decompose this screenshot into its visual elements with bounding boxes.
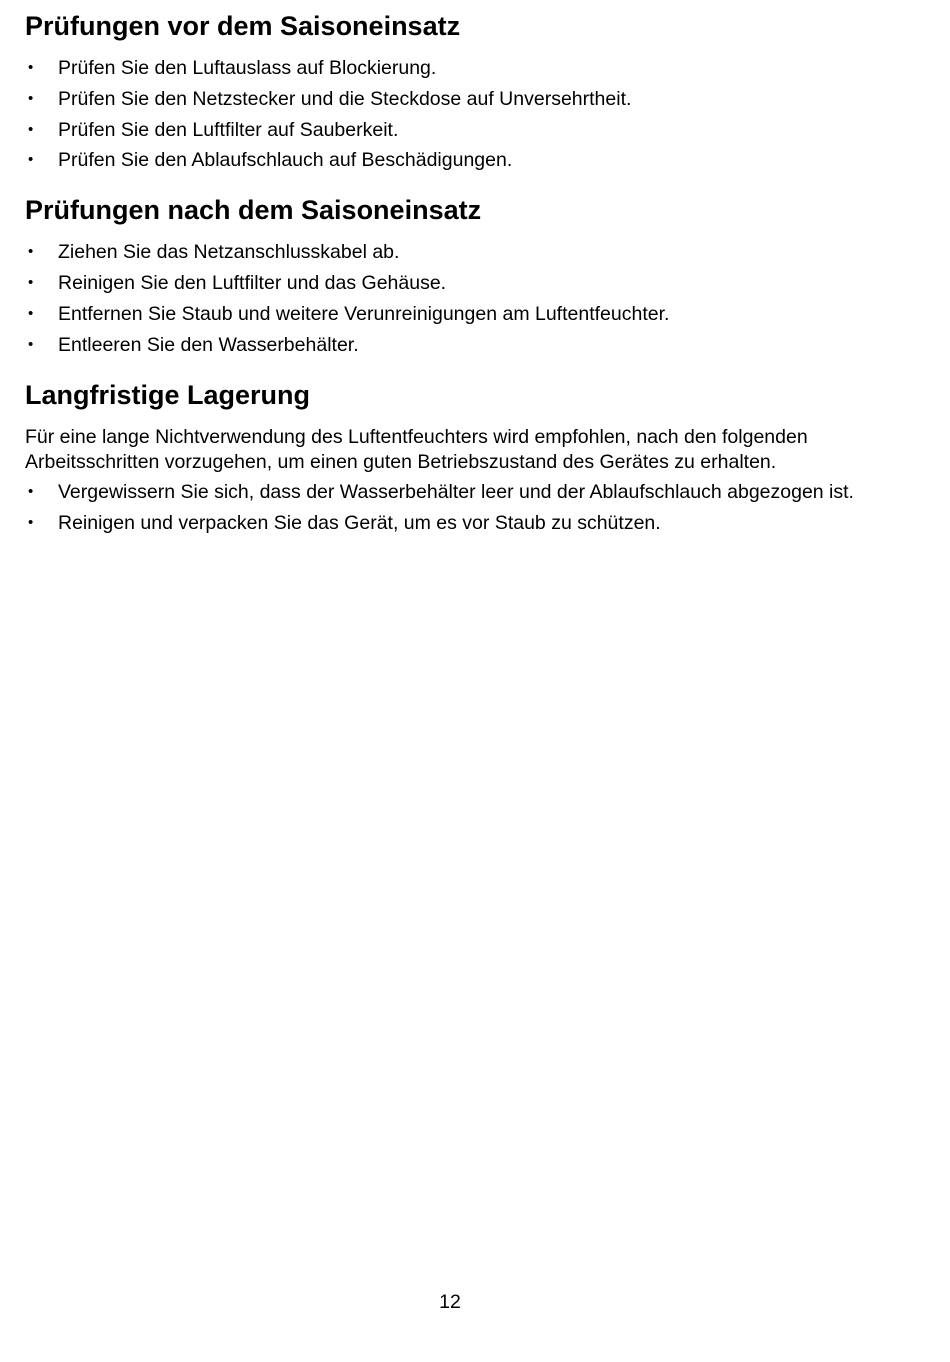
- section-heading: Prüfungen nach dem Saisoneinsatz: [25, 195, 482, 226]
- section-post-season-checks: [25, 192, 905, 356]
- bullet-icon: •: [28, 304, 34, 322]
- list-item: [25, 148, 905, 172]
- list-item: [25, 56, 905, 80]
- bullet-icon: •: [28, 274, 34, 292]
- list-item: [25, 480, 905, 504]
- page-content: [25, 8, 905, 541]
- list-item: [25, 511, 905, 535]
- list-item-text: Ziehen Sie das Netzanschlusskabel ab.: [58, 241, 400, 264]
- list-item: [25, 118, 905, 142]
- list-item-text: Entfernen Sie Staub und weitere Verunreinigungen am Luftentfeuchter.: [58, 302, 670, 325]
- list-item-text: Vergewissern Sie sich, dass der Wasserbehälter leer und der Ablaufschlauch abgezogen ist.: [58, 480, 854, 503]
- bullet-list: [25, 240, 905, 356]
- bullet-icon: •: [28, 151, 34, 169]
- list-item: [25, 333, 905, 357]
- list-item-text: Reinigen Sie den Luftfilter und das Gehäuse.: [58, 272, 447, 295]
- bullet-icon: •: [28, 243, 34, 261]
- list-item: [25, 87, 905, 111]
- list-item: [25, 271, 905, 295]
- page-number: 12: [439, 1291, 461, 1313]
- bullet-icon: •: [28, 120, 34, 138]
- list-item-text: Reinigen und verpacken Sie das Gerät, um es vor Staub zu schützen.: [58, 511, 661, 534]
- bullet-icon: •: [28, 513, 34, 531]
- section-paragraph: Für eine lange Nichtverwendung des Luftentfeuchters wird empfohlen, nach den folgenden Arbeitsschritten vorzugehen, um einen guten Betriebszustand des Gerätes zu erhalten.: [25, 425, 808, 473]
- bullet-icon: •: [28, 59, 34, 76]
- list-item-text: Prüfen Sie den Luftfilter auf Sauberkeit.: [58, 118, 399, 141]
- section-pre-season-checks: [25, 8, 905, 172]
- list-item: [25, 302, 905, 326]
- list-item-text: Prüfen Sie den Luftauslass auf Blockierung.: [58, 57, 437, 79]
- list-item-text: Prüfen Sie den Ablaufschlauch auf Beschädigungen.: [58, 149, 513, 172]
- bullet-icon: •: [28, 89, 34, 107]
- section-long-term-storage: [25, 377, 905, 535]
- list-item: [25, 240, 905, 264]
- bullet-list: [25, 56, 905, 172]
- list-item-text: Entleeren Sie den Wasserbehälter.: [58, 333, 359, 356]
- bullet-icon: •: [28, 335, 34, 353]
- list-item-text: Prüfen Sie den Netzstecker und die Steckdose auf Unversehrtheit.: [58, 87, 632, 110]
- bullet-icon: •: [28, 482, 34, 500]
- section-heading: Prüfungen vor dem Saisoneinsatz: [25, 11, 461, 41]
- bullet-list: [25, 480, 905, 535]
- section-heading: Langfristige Lagerung: [25, 379, 311, 410]
